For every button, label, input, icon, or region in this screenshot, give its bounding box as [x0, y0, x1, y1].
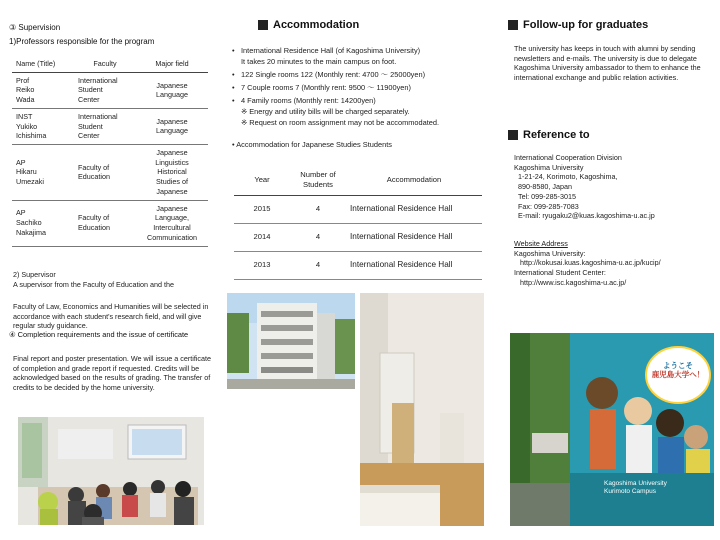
major-field-cell-line: Japanese: [156, 203, 188, 213]
column-header: Year: [234, 165, 290, 195]
website-link[interactable]: http://www.isc.kagoshima-u.ac.jp/: [520, 277, 627, 287]
poster-welcome-line: 鹿児島大学へ！: [651, 370, 705, 380]
list-item: ※ Request on room assignment may not be accommodated.: [241, 117, 440, 127]
contact-block: [514, 153, 714, 221]
professors-table-body: [12, 72, 208, 246]
name-cell-line: INST: [16, 111, 33, 121]
list-item: ※ Energy and utility bills will be charged separately.: [241, 106, 410, 116]
website-label: International Student Center:: [514, 268, 606, 278]
supervisor-text-2: Faculty of Law, Economics and Humanities will be selected in accordance with each student's research field, and will give regular study guidance.: [13, 302, 209, 331]
poster-welcome-line: ようこそ: [663, 361, 693, 370]
js-accommodation-heading: [232, 140, 392, 150]
major-field-cell-line: Communication: [147, 232, 197, 242]
contact-line: Kagoshima University: [514, 162, 584, 172]
major-field-cell-line: Japanese: [156, 148, 188, 158]
faculty-cell: [74, 145, 136, 201]
table-header-row: [12, 56, 208, 72]
contact-line: 890-8580, Japan: [518, 182, 572, 192]
completion-text: Final report and poster presentation. We will issue a certificate of completion and grade report if requested. Credits will be acknowledged based on the results of grading. The transfer of credits to be decided by the home university.: [13, 354, 212, 393]
column-header: Accommodation: [346, 165, 482, 195]
list-item: It takes 20 minutes to the main campus on foot.: [241, 56, 397, 66]
accommodation-cell: International Residence Hall: [346, 223, 482, 251]
table-header-row: [234, 165, 482, 195]
faculty-cell-line: Faculty of: [78, 162, 110, 172]
name-cell: [12, 145, 74, 201]
name-cell-line: Yukiko: [16, 121, 38, 131]
faculty-cell-line: Faculty of: [78, 213, 110, 223]
list-item: • 122 Single rooms 122 (Monthly rent: 4700 ～ 25000yen): [232, 70, 472, 80]
accommodation-cell: International Residence Hall: [346, 195, 482, 223]
major-field-cell-line: Historical: [157, 167, 187, 177]
contact-email[interactable]: E-mail: ryugaku2@kuas.kagoshima-u.ac.jp: [518, 211, 655, 221]
residence-hall-image: [227, 293, 355, 389]
major-field-cell-line: Studies of: [156, 177, 188, 187]
name-cell: [12, 200, 74, 246]
poster-caption-line: Kurimoto Campus: [604, 488, 657, 496]
table-row: [234, 195, 482, 223]
name-cell-line: Hikaru: [16, 167, 37, 177]
contact-line: Tel: 099-285-3015: [518, 191, 576, 201]
major-field-cell: [136, 200, 208, 246]
reference-title: Reference to: [523, 129, 590, 141]
square-bullet-icon: [258, 20, 268, 30]
accommodation-table-body: [234, 195, 482, 279]
contact-line: Fax: 099-285-7083: [518, 201, 579, 211]
poster-caption-line: Kagoshima University: [604, 480, 667, 488]
table-row: [234, 223, 482, 251]
professors-table: [12, 56, 208, 247]
faculty-cell-line: Education: [78, 172, 110, 182]
professors-heading: 1)Professors responsible for the program: [9, 37, 155, 46]
major-field-cell-line: Language,: [155, 213, 189, 223]
year-cell: 2013: [234, 251, 290, 279]
classroom-photo: [18, 417, 204, 525]
name-cell-line: Prof: [16, 75, 30, 85]
poster-welcome: [646, 361, 710, 380]
room-image: [360, 293, 484, 526]
reference-heading: [508, 128, 590, 143]
name-cell-line: Reiko: [16, 85, 35, 95]
column-header: Faculty: [74, 56, 136, 72]
accommodation-heading: [258, 18, 359, 33]
name-cell-line: Sachiko: [16, 218, 42, 228]
completion-heading: ④ Completion requirements and the issue of certificate: [9, 330, 189, 339]
faculty-cell-line: International: [78, 75, 118, 85]
major-field-cell: [136, 72, 208, 108]
table-row: [234, 251, 482, 279]
major-field-cell: [136, 108, 208, 144]
students-count-cell: 4: [290, 195, 346, 223]
major-field-cell-line: Linguistics: [155, 157, 189, 167]
list-item: • 7 Couple rooms 7 (Monthly rent: 9500 ～ 11900yen): [232, 83, 472, 93]
column-header: Major field: [136, 56, 208, 72]
bullet-icon: •: [232, 140, 237, 149]
faculty-cell: [74, 72, 136, 108]
supervision-heading: ③ Supervision: [9, 23, 61, 32]
faculty-cell-line: Student: [78, 121, 103, 131]
year-cell: 2015: [234, 195, 290, 223]
website-heading: Website Address: [514, 239, 568, 248]
residence-hall-photo: [227, 293, 355, 389]
contact-line: 1-21-24, Korimoto, Kagoshima,: [518, 172, 618, 182]
major-field-cell-line: Japanese: [156, 80, 188, 90]
year-cell: 2014: [234, 223, 290, 251]
followup-text: The university has keeps in touch with alumni by sending newsletters and e-mails. The university is due to delegate Kagoshima University ambassador to them to enhance the international exchange and public relation activities.: [514, 44, 701, 83]
name-cell-line: AP: [16, 157, 26, 167]
column-header: Number of Students: [290, 165, 346, 195]
faculty-cell-line: Education: [78, 223, 110, 233]
table-row: [12, 108, 208, 144]
poster-caption: [604, 480, 667, 496]
faculty-cell-line: Center: [78, 131, 100, 141]
name-cell-line: Wada: [16, 95, 35, 105]
faculty-cell-line: Student: [78, 85, 103, 95]
name-cell-line: Ichishima: [16, 131, 47, 141]
faculty-cell: [74, 108, 136, 144]
faculty-cell-line: International: [78, 111, 118, 121]
contact-line: International Cooperation Division: [514, 153, 622, 162]
major-field-cell-line: Japanese: [156, 186, 188, 196]
name-cell-line: Nakajima: [16, 227, 46, 237]
students-count-cell: 4: [290, 251, 346, 279]
faculty-cell: [74, 200, 136, 246]
faculty-cell-line: Center: [78, 95, 100, 105]
name-cell-line: Umezaki: [16, 177, 44, 187]
website-link[interactable]: http://kokusai.kuas.kagoshima-u.ac.jp/kucip/: [520, 258, 661, 268]
name-cell-line: AP: [16, 208, 26, 218]
major-field-cell-line: Language: [156, 126, 188, 136]
major-field-cell-line: Japanese: [156, 116, 188, 126]
name-cell: [12, 72, 74, 108]
major-field-cell: [136, 145, 208, 201]
list-item: • 4 Family rooms (Monthly rent: 14200yen): [232, 96, 472, 106]
js-accommodation-title: Accommodation for Japanese Studies Students: [236, 140, 392, 149]
accommodation-title: Accommodation: [273, 19, 360, 31]
hall-info-list: [232, 46, 472, 131]
list-item: • International Residence Hall (of Kagoshima University): [232, 46, 472, 56]
square-bullet-icon: [508, 130, 518, 140]
room-photo: [360, 293, 484, 526]
website-block: [514, 239, 714, 288]
major-field-cell-line: Intercultural: [153, 223, 191, 233]
name-cell: [12, 108, 74, 144]
website-label: Kagoshima University:: [514, 248, 586, 258]
table-row: [12, 72, 208, 108]
students-count-cell: 4: [290, 223, 346, 251]
followup-heading: [508, 18, 648, 33]
accommodation-cell: International Residence Hall: [346, 251, 482, 279]
supervisor-text-1: A supervisor from the Faculty of Education and the: [13, 280, 175, 289]
column-header: Name (Title): [12, 56, 74, 72]
square-bullet-icon: [508, 20, 518, 30]
table-row: [12, 145, 208, 201]
classroom-photo-image: [18, 417, 204, 525]
accommodation-table: [234, 165, 482, 280]
major-field-cell-line: Language: [156, 90, 188, 100]
table-row: [12, 200, 208, 246]
campus-poster-photo: [510, 333, 714, 526]
supervisor-heading: 2) Supervisor: [13, 270, 56, 279]
followup-title: Follow-up for graduates: [523, 19, 649, 31]
